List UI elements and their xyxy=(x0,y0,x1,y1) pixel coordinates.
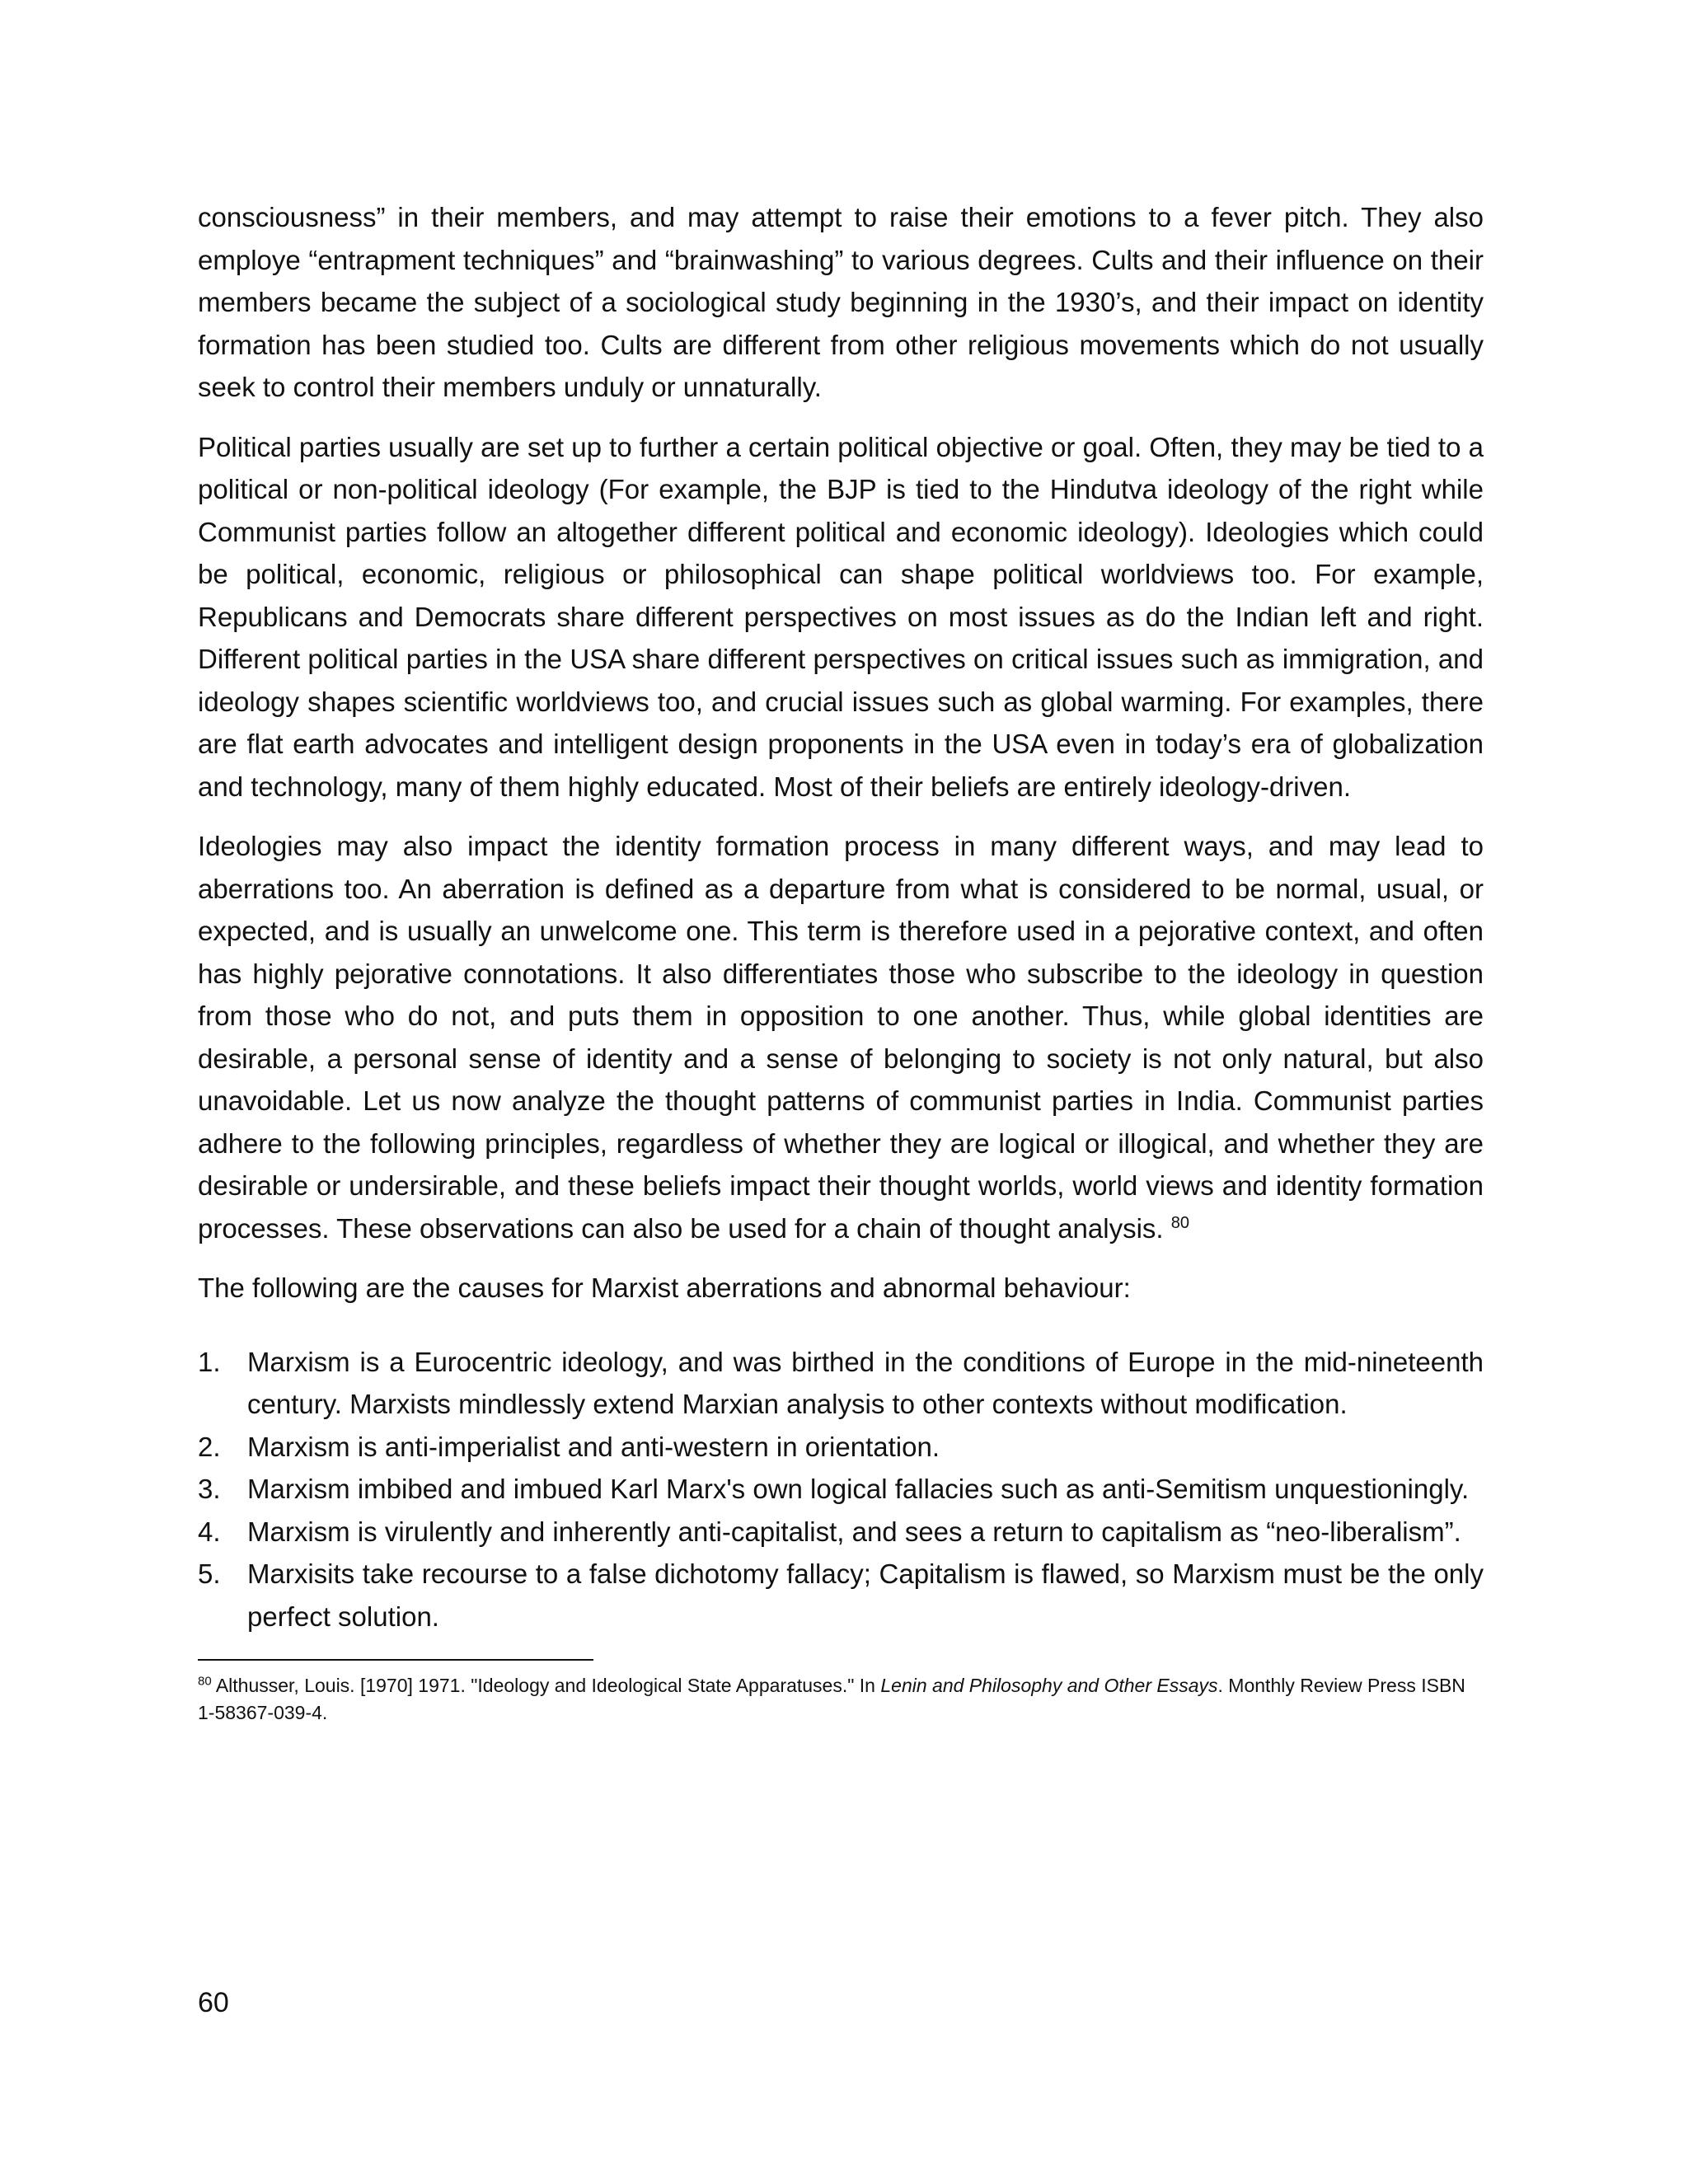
footnote-book-title: Lenin and Philosophy and Other Essays xyxy=(880,1675,1218,1696)
list-item-number: 5. xyxy=(198,1558,221,1589)
paragraph-ideologies-text: Ideologies may also impact the identity formation process in many different ways, and may lead to aberrations too. An aberration is defined as a departure from what is considered to be normal, usual, or expected, and is usually an unwelcome one. This term is therefore used in a pejorative context, and often has highly pejorative connotations. It also differentiates those who subscribe to the ideology in question from those who do not, and puts them in opposition to one another. Thus, while global identities are desirable, a personal sense of identity and a sense of belonging to society is not only natural, but also unavoidable. Let us now analyze the thought patterns of communist parties in India. Communist parties adhere to the following principles, regardless of whether they are logical or illogical, and whether they are desirable or undersirable, and these beliefs impact their thought worlds, world views and identity formation processes. These observations can also be used for a chain of thought analysis. xyxy=(198,831,1484,1244)
footnote-text-after: . Monthly Review Press ISBN 1-58367-039-4. xyxy=(198,1675,1465,1723)
footnote-divider xyxy=(198,1659,593,1661)
list-item-text: Marxisits take recourse to a false dichotomy fallacy; Capitalism is flawed, so Marxism must be the only perfect solution. xyxy=(247,1558,1484,1632)
footnote-number: 80 xyxy=(198,1674,212,1689)
list-item-text: Marxism is virulently and inherently anti-capitalist, and sees a return to capitalism as “neo-liberalism”. xyxy=(247,1516,1461,1547)
list-item-number: 4. xyxy=(198,1516,221,1547)
list-item-number: 2. xyxy=(198,1431,221,1462)
list-item-text: Marxism is a Eurocentric ideology, and was birthed in the conditions of Europe in the mid-nineteenth century. Marxists mindlessly extend Marxian analysis to other contexts without modification. xyxy=(247,1346,1484,1419)
list-item xyxy=(198,1511,1484,1554)
list-item xyxy=(198,1553,1484,1638)
footnote xyxy=(198,1672,1484,1727)
footnote-text-before: Althusser, Louis. [1970] 1971. "Ideology and Ideological State Apparatuses." In xyxy=(215,1675,881,1696)
list-item-text: Marxism imbibed and imbued Karl Marx's own logical fallacies such as anti-Semitism unquestioningly. xyxy=(247,1474,1470,1504)
page-number: 60 xyxy=(198,1987,229,2018)
list-item xyxy=(198,1341,1484,1426)
list-item-text: Marxism is anti-imperialist and anti-western in orientation. xyxy=(247,1431,940,1462)
footnote-reference[interactable]: 80 xyxy=(1170,1213,1190,1232)
paragraph-cults: consciousness” in their members, and may attempt to raise their emotions to a fever pitch. They also employe “entrapment techniques” and “brainwashing” to various degrees. Cults and their influence on their members became the subject of a sociological study beginning in the 1930’s, and their impact on identity formation has been studied too. Cults are different from other religious movements which do not usually seek to control their members unduly or unnaturally. xyxy=(198,202,1484,402)
causes-list xyxy=(198,1341,1484,1638)
list-item xyxy=(198,1426,1484,1469)
list-item xyxy=(198,1468,1484,1511)
page-body xyxy=(198,196,1484,1727)
paragraph-political-parties: Political parties usually are set up to further a certain political objective or goal. Often, they may be tied to a political or non-political ideology (For example, the BJP is tied to the Hindutva ideology of the right while Communist parties follow an altogether different political and economic ideology). Ideologies which could be political, economic, religious or philosophical can shape political worldviews too. For example, Republicans and Democrats share different perspectives on most issues as do the Indian left and right. Different political parties in the USA share different perspectives on critical issues such as immigration, and ideology shapes scientific worldviews too, and crucial issues such as global warming. For examples, there are flat earth advocates and intelligent design proponents in the USA even in today’s era of globalization and technology, many of them highly educated. Most of their beliefs are entirely ideology-driven. xyxy=(198,431,1484,802)
paragraph-ideologies xyxy=(198,825,1484,1249)
list-item-number: 3. xyxy=(198,1474,221,1504)
list-item-number: 1. xyxy=(198,1346,221,1377)
list-intro: The following are the causes for Marxist aberrations and abnormal behaviour: xyxy=(198,1272,1131,1303)
